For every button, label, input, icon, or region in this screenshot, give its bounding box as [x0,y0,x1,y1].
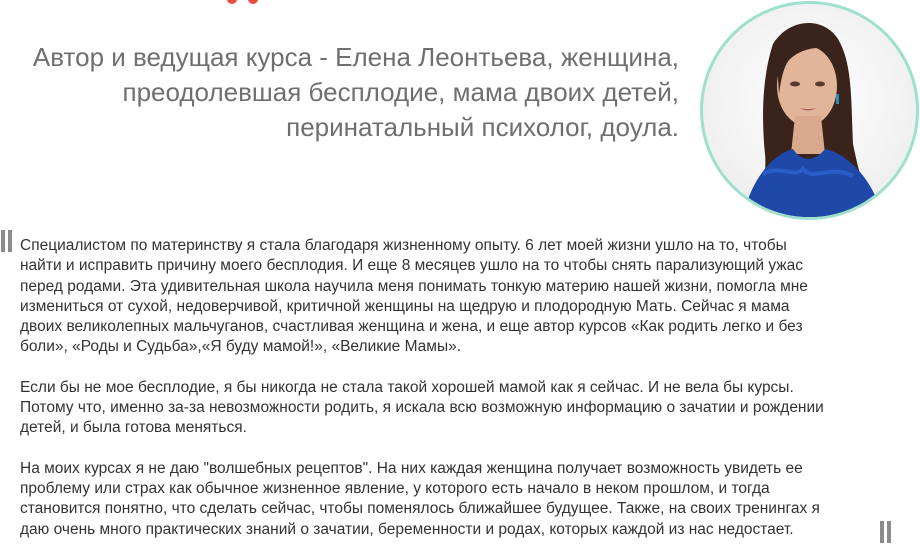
bio-paragraph [20,459,910,540]
bio-paragraph [20,236,910,358]
bio-paragraph [20,378,910,439]
author-biography [20,236,910,560]
text-line: На моих курсах я не даю "волшебных рецептов". На них каждая женщина получает возможность увидеть ее [20,459,803,477]
text-line: Если бы не мое бесплодие, я бы никогда не стала такой хорошей мамой как я сейчас. И не вела бы курсы. [20,378,794,396]
text-line: детей, и была готова меняться. [20,419,247,437]
text-line: проблему или страх как обычное жизненное явление, у которого есть начало в неком прошлом, и тогда [20,479,770,497]
text-line: двоих великолепных мальчуганов, счастливая женщина и жена, и еще автор курсов «Как родить легко и без [20,318,803,336]
text-line: измениться от сухой, недоверчивой, критичной женщины на щедрую и плодородную Мать. Сейчас я мама [20,297,790,315]
text-line: найти и исправить причину моего бесплодия. И еще 8 месяцев ушло на то чтобы снять парализующий ужас [20,257,803,275]
author-portrait [700,1,919,220]
text-line: Специалистом по материнству я стала благодаря жизненному опыту. 6 лет моей жизни ушло на то, чтобы [20,237,787,254]
text-line: даю очень много практических знаний о зачатии, беременности и родах, которых каждой из нас недостает. [20,520,794,538]
headline-line: перинатальный психолог, доула. [286,112,679,142]
text-line: перед родами. Эта удивительная школа научила меня понимать тонкую материю нашей жизни, помогла мне [20,277,808,295]
headline-line: Автор и ведущая курса - Елена Леонтьева, женщина, [32,42,679,72]
portrait-photo-icon [703,4,916,217]
text-line: Потому что, именно за-за невозможности родить, я искала всю возможную информацию о зачатии и рождении [20,399,824,417]
text-line: становится понятно, что сделать сейчас, чтобы поменялось ближайшее будущее. Также, на своих тренингах я [20,500,820,518]
quote-open-icon [1,230,13,252]
author-headline [19,40,679,145]
headline-line: преодолевшая бесплодие, мама двоих детей, [122,77,679,107]
header-decoration [214,0,274,4]
text-line: боли», «Роды и Судьба»,«Я буду мамой!», «Великие Мамы». [20,338,462,356]
